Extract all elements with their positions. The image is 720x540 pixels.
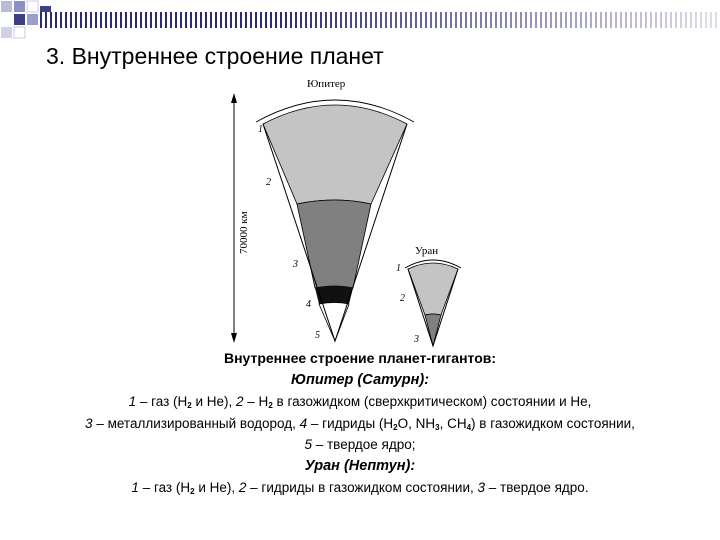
jupiter-label: Юпитер	[307, 78, 346, 90]
jupiter-layer-number: 1	[258, 124, 263, 135]
text-segment: и Не),	[194, 480, 239, 495]
text-segment: – металлизированный водород,	[92, 415, 300, 431]
uranus-heading: Уран (Нептун):	[304, 457, 416, 474]
uranus-layer-number: 3	[414, 334, 419, 345]
subscript: 4	[466, 422, 472, 432]
caption-block	[0, 348, 720, 499]
text-segment: , СН	[439, 415, 467, 431]
uranus-label: Уран	[415, 245, 439, 257]
jupiter-layer-3	[297, 200, 371, 288]
layer-number: 1	[128, 394, 137, 409]
header-stripe-bar	[40, 12, 720, 28]
text-segment: – газ (Н	[136, 394, 188, 409]
uranus-description-line	[0, 477, 720, 499]
jupiter-layer-4	[315, 286, 353, 304]
text-segment: и Не),	[191, 394, 237, 409]
jupiter-heading: Юпитер (Сатурн):	[290, 371, 430, 388]
text-segment: – твердое ядро;	[311, 437, 416, 452]
jupiter-description-line-1	[0, 391, 720, 413]
jupiter-layer-number: 5	[315, 330, 320, 341]
layer-number: 3	[477, 480, 486, 495]
layer-number: 2	[236, 394, 244, 409]
layer-number: 2	[238, 480, 247, 495]
subscript: 2	[393, 422, 398, 432]
jupiter-layer-number: 2	[266, 177, 271, 188]
text-segment: О, NН	[397, 415, 436, 431]
jupiter-description-line-3	[0, 434, 720, 456]
text-segment: – газ (Н	[138, 480, 191, 495]
caption-heading: Внутреннее строение планет-гигантов:	[223, 350, 497, 366]
jupiter-layer-5	[319, 303, 349, 342]
text-segment: – твердое ядро.	[485, 480, 589, 495]
layer-number: 4	[299, 415, 308, 431]
text-segment: – гидриды (Н	[307, 415, 394, 431]
text-segment: в газожидком (сверхкритическом) состоянии и Не,	[272, 394, 592, 409]
text-segment: – гидриды в газожидком состоянии,	[246, 480, 478, 495]
scale-arrow	[231, 93, 237, 343]
jupiter-layer-number: 3	[293, 259, 298, 270]
uranus-layer-number: 2	[400, 293, 405, 304]
subscript: 2	[268, 401, 273, 410]
text-segment: – Н	[243, 394, 269, 409]
text-segment: ) в газожидком состоянии,	[471, 415, 635, 431]
jupiter-wedge	[256, 100, 414, 341]
planet-structure-figure	[225, 76, 480, 366]
layer-number: 3	[85, 415, 93, 431]
layer-number: 5	[304, 437, 312, 452]
subscript: 2	[187, 401, 192, 410]
jupiter-layer-number: 4	[306, 299, 311, 310]
jupiter-description-line-2	[0, 413, 720, 435]
subscript: 3	[435, 422, 440, 432]
subscript: 2	[190, 487, 195, 496]
slide-title: 3. Внутреннее строение планет	[46, 43, 384, 69]
uranus-layer-number: 1	[396, 263, 401, 274]
uranus-layer-1	[408, 263, 458, 315]
scale-label: 70000 км	[238, 211, 250, 254]
layer-number: 1	[131, 480, 139, 495]
